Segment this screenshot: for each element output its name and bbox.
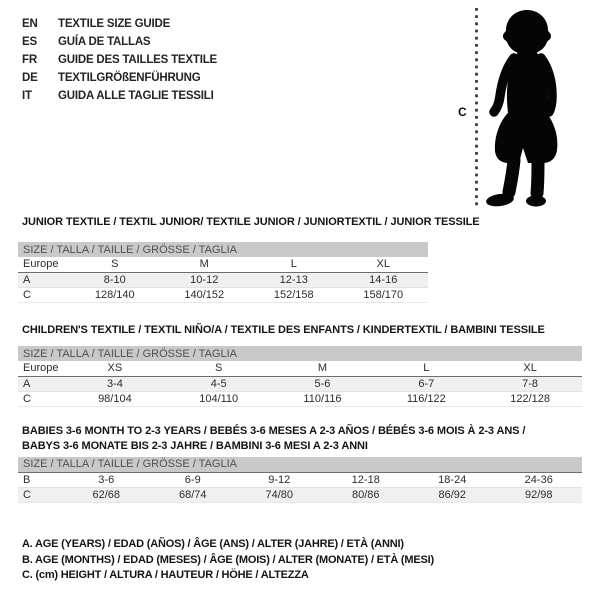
size-header-label: SIZE / TALLA / TAILLE / GRÖSSE / TAGLIA <box>18 457 582 472</box>
cell: 12-18 <box>323 472 410 487</box>
language-title: GUÍA DE TALLAS <box>58 36 151 48</box>
cell: 62/68 <box>63 487 150 502</box>
row-label: B <box>18 472 63 487</box>
row-label: C <box>18 391 63 406</box>
footnote-b: B. AGE (MONTHS) / EDAD (MESES) / ÂGE (MOIS) / ALTER (MONATE) / ETÀ (MESI) <box>22 553 434 566</box>
footnote-c: C. (cm) HEIGHT / ALTURA / HAUTEUR / HÖHE / ALTEZZA <box>22 569 309 581</box>
size-column: S <box>70 257 160 272</box>
cell: 18-24 <box>409 472 496 487</box>
size-column: L <box>374 361 478 376</box>
footnote-legend <box>22 537 434 584</box>
language-title: GUIDE DES TAILLES TEXTILE <box>58 54 217 66</box>
table-row-a <box>18 376 582 391</box>
table-row-b <box>18 472 582 487</box>
cell: 6-9 <box>150 472 237 487</box>
junior-size-table <box>18 242 428 303</box>
section-childrens-textile <box>18 323 582 407</box>
size-column: S <box>167 361 271 376</box>
column-header-row <box>18 361 582 376</box>
size-header-label: SIZE / TALLA / TAILLE / GRÖSSE / TAGLIA <box>18 346 582 361</box>
cell: 5-6 <box>271 376 375 391</box>
cell: 152/158 <box>249 287 339 302</box>
cell: 158/170 <box>339 287 429 302</box>
size-column: XL <box>478 361 582 376</box>
section-babies-textile <box>18 424 582 503</box>
language-code: EN <box>22 18 38 30</box>
row-label: C <box>18 487 63 502</box>
cell: 110/116 <box>271 391 375 406</box>
measurement-figure <box>450 0 600 215</box>
babies-size-table <box>18 457 582 503</box>
region-label: Europe <box>18 361 63 376</box>
cell: 86/92 <box>409 487 496 502</box>
row-label: A <box>18 272 70 287</box>
cell: 92/98 <box>496 487 583 502</box>
language-row-es <box>22 33 217 51</box>
size-column: XS <box>63 361 167 376</box>
language-row-en <box>22 15 217 33</box>
language-title: TEXTILE SIZE GUIDE <box>58 18 171 30</box>
cell: 12-13 <box>249 272 339 287</box>
cell: 3-4 <box>63 376 167 391</box>
height-marker-label: C <box>458 105 467 119</box>
language-code: ES <box>22 36 37 48</box>
table-row-a <box>18 272 428 287</box>
language-title: TEXTILGRÖßENFÜHRUNG <box>58 72 201 84</box>
footnote-a: A. AGE (YEARS) / EDAD (AÑOS) / ÂGE (ANS) / ALTER (JAHRE) / ETÀ (ANNI) <box>22 538 404 550</box>
size-column: M <box>160 257 250 272</box>
size-column: M <box>271 361 375 376</box>
cell: 8-10 <box>70 272 160 287</box>
children-size-table <box>18 346 582 407</box>
size-header-label: SIZE / TALLA / TAILLE / GRÖSSE / TAGLIA <box>18 242 428 257</box>
size-column: XL <box>339 257 429 272</box>
cell: 14-16 <box>339 272 429 287</box>
language-code: DE <box>22 72 38 84</box>
table-row-c <box>18 487 582 502</box>
size-header-row <box>18 457 582 472</box>
cell: 3-6 <box>63 472 150 487</box>
cell: 68/74 <box>150 487 237 502</box>
size-header-row <box>18 242 428 257</box>
cell: 6-7 <box>374 376 478 391</box>
toddler-silhouette-icon <box>481 8 573 208</box>
language-row-it <box>22 87 217 105</box>
cell: 74/80 <box>236 487 323 502</box>
region-label: Europe <box>18 257 70 272</box>
language-code: IT <box>22 90 32 102</box>
section-title: CHILDREN'S TEXTILE / TEXTIL NIÑO/A / TEXTILE DES ENFANTS / KINDERTEXTIL / BAMBINI TESSILE <box>22 324 545 336</box>
cell: 9-12 <box>236 472 323 487</box>
row-label: A <box>18 376 63 391</box>
cell: 98/104 <box>63 391 167 406</box>
column-header-row <box>18 257 428 272</box>
height-dotted-line <box>474 8 479 207</box>
cell: 10-12 <box>160 272 250 287</box>
cell: 7-8 <box>478 376 582 391</box>
size-header-row <box>18 346 582 361</box>
section-title: BABIES 3-6 MONTH TO 2-3 YEARS / BEBÉS 3-6 MESES A 2-3 AÑOS / BÉBÉS 3-6 MOIS À 2-3 ANS / BABYS 3-6 MONATE BIS 2-3 JAHRE / BAMBINI 3-6 MESI A 2-3 ANNI <box>22 425 526 452</box>
cell: 140/152 <box>160 287 250 302</box>
cell: 80/86 <box>323 487 410 502</box>
table-row-c <box>18 391 582 406</box>
cell: 24-36 <box>496 472 583 487</box>
table-row-c <box>18 287 428 302</box>
cell: 104/110 <box>167 391 271 406</box>
section-title: JUNIOR TEXTILE / TEXTIL JUNIOR/ TEXTILE JUNIOR / JUNIORTEXTIL / JUNIOR TESSILE <box>22 216 480 228</box>
cell: 4-5 <box>167 376 271 391</box>
size-column: L <box>249 257 339 272</box>
language-row-de <box>22 69 217 87</box>
cell: 128/140 <box>70 287 160 302</box>
language-title: GUIDA ALLE TAGLIE TESSILI <box>58 90 214 102</box>
section-junior-textile <box>18 215 480 303</box>
row-label: C <box>18 287 70 302</box>
cell: 122/128 <box>478 391 582 406</box>
cell: 116/122 <box>374 391 478 406</box>
language-title-list <box>22 15 217 105</box>
language-code: FR <box>22 54 37 66</box>
language-row-fr <box>22 51 217 69</box>
